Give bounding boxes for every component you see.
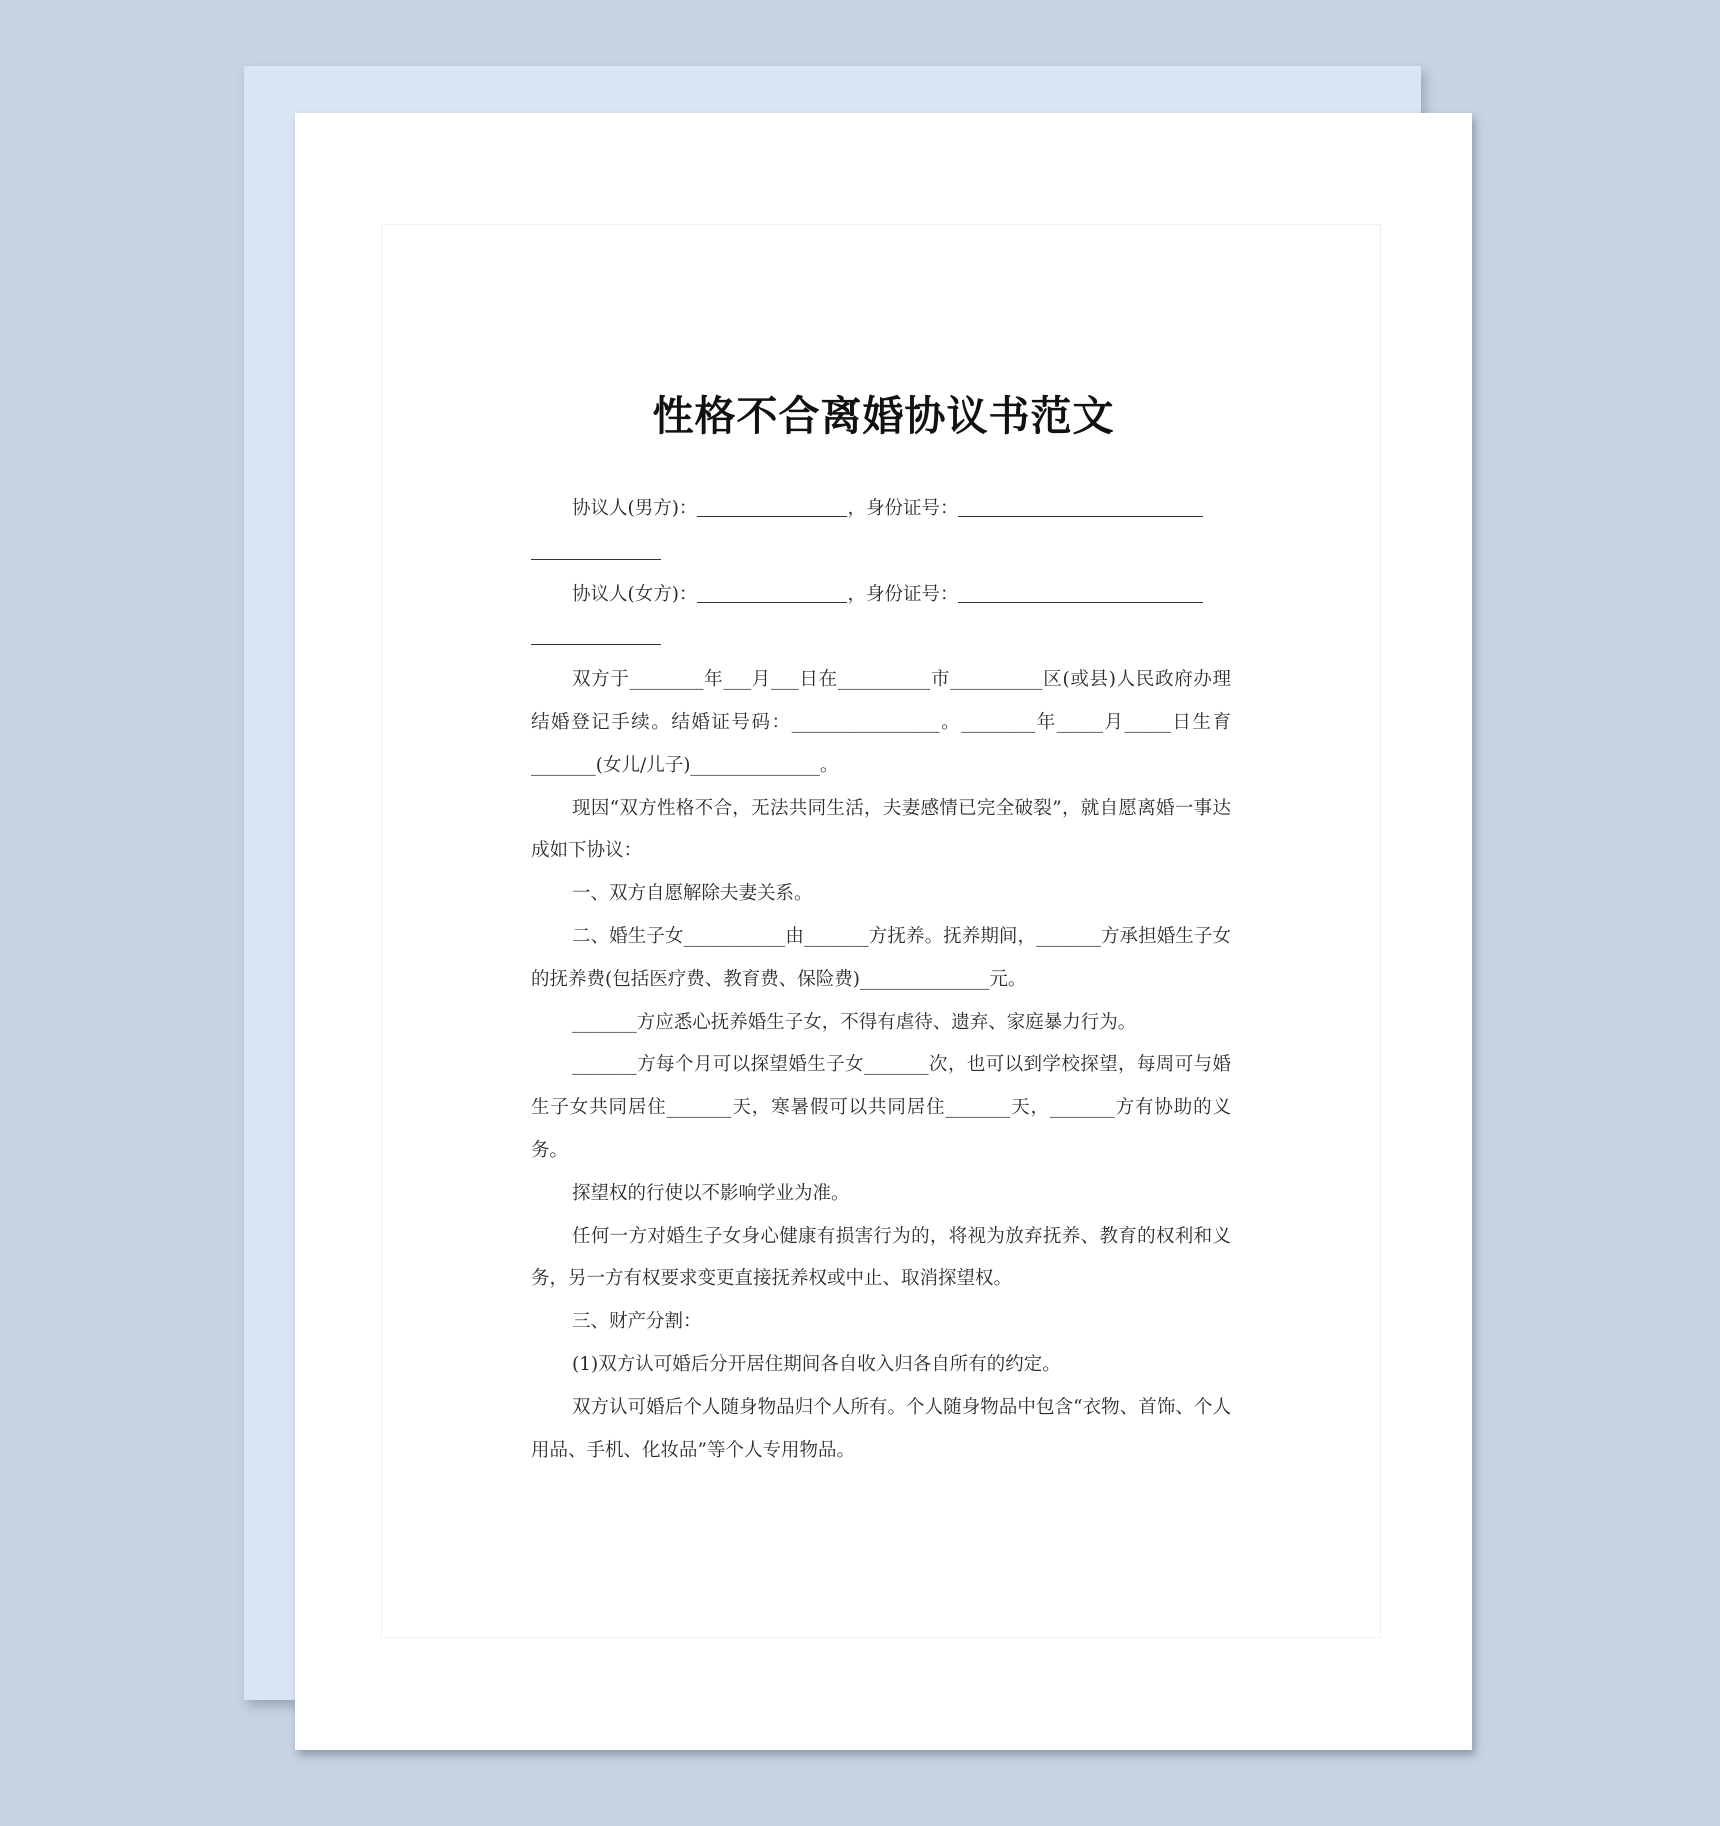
paragraph-marriage-registration: 双方于________年___月___日在__________市__________区(或县)人民政府办理结婚登记手续。结婚证号码：________________。________年_____月_____日生育_______(女儿/儿子)______________。 — [531, 669, 1231, 776]
paragraph-clause-2-harm: 任何一方对婚生子女身心健康有损害行为的，将视为放弃抚养、教育的权利和义务，另一方有权要求变更直接抚养权或中止、取消探望权。 — [531, 1225, 1231, 1290]
label-id-number: ，身份证号： — [847, 498, 959, 519]
front-paper-sheet — [295, 113, 1472, 1750]
paragraph-clause-2-visit-rule: 探望权的行使以不影响学业为准。 — [572, 1182, 850, 1204]
blank-female-id-continued[interactable] — [531, 626, 661, 646]
blank-male-id-continued[interactable] — [531, 540, 661, 560]
paragraph-female-party — [531, 574, 1231, 617]
label-id-number: ，身份证号： — [847, 583, 959, 605]
paragraph-male-party — [531, 488, 1231, 531]
paragraph-clause-2-visit: _______方每个月可以探望婚生子女_______次，也可以到学校探望，每周可与婚生子女共同居住_______天，寒暑假可以共同居住_______天，_______方有协助的义务。 — [531, 1054, 1231, 1161]
blank-male-name[interactable] — [697, 498, 847, 518]
paragraph-female-id-continuation — [531, 616, 1231, 659]
label-female-party: 协议人(女方)： — [572, 583, 698, 605]
paragraph-clause-2-care: _______方应悉心抚养婚生子女，不得有虐待、遗弃、家庭暴力行为。 — [572, 1011, 1137, 1033]
label-male-party: 协议人(男方)： — [572, 498, 698, 519]
blank-male-id[interactable] — [958, 498, 1203, 518]
paragraph-reason: 现因“双方性格不合，无法共同生活，夫妻感情已完全破裂”，就自愿离婚一事达成如下协议： — [531, 797, 1231, 862]
paragraph-clause-3: 三、财产分割： — [572, 1311, 702, 1333]
document-title: 性格不合离婚协议书范文 — [652, 392, 1115, 440]
paragraph-clause-3-1: (1)双方认可婚后分开居住期间各自收入归各自所有的约定。 — [572, 1353, 1061, 1375]
paragraph-male-id-continuation — [531, 531, 1231, 574]
paragraph-clause-2: 二、婚生子女___________由_______方抚养。抚养期间，_______方承担婚生子女的抚养费(包括医疗费、教育费、保险费)______________元。 — [531, 925, 1231, 990]
blank-female-id[interactable] — [958, 583, 1203, 603]
paragraph-clause-1: 一、双方自愿解除夫妻关系。 — [572, 883, 813, 905]
blank-female-name[interactable] — [697, 583, 847, 603]
paragraph-clause-3-personal: 双方认可婚后个人随身物品归个人所有。个人随身物品中包含“衣物、首饰、个人用品、手机、化妆品”等个人专用物品。 — [531, 1396, 1231, 1461]
document-body — [531, 488, 1231, 1472]
